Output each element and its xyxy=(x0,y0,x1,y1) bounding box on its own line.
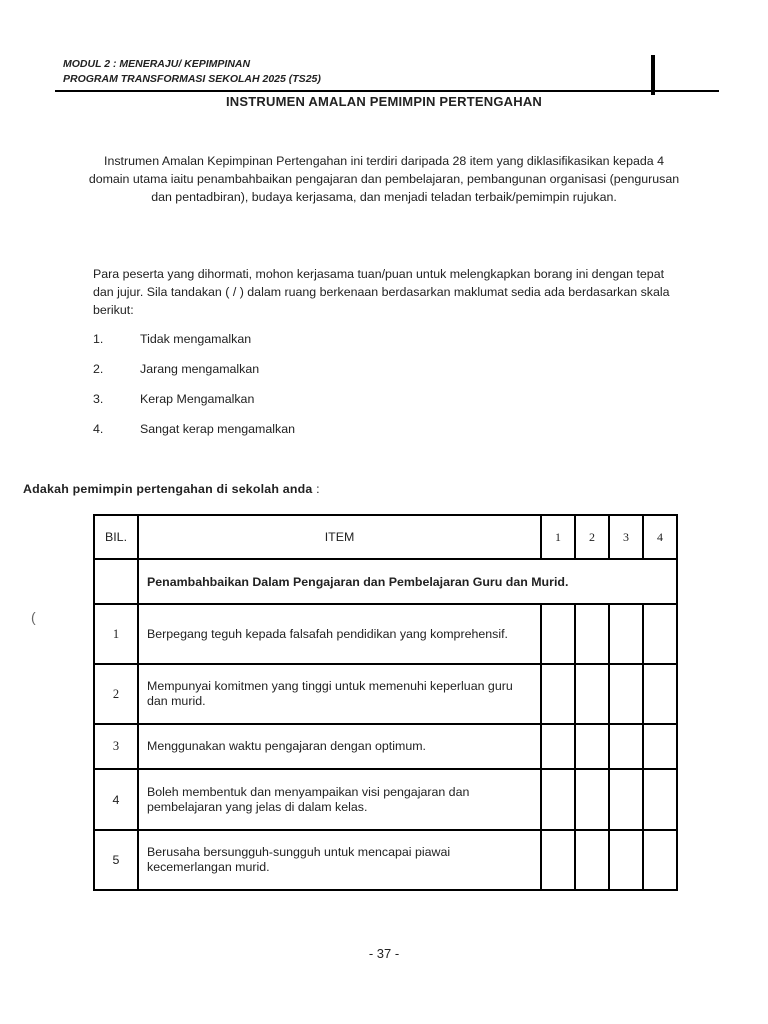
scale-item xyxy=(93,360,295,390)
score-cell-4[interactable] xyxy=(643,724,677,769)
header-item: ITEM xyxy=(138,515,541,559)
row-item xyxy=(138,604,541,664)
scale-label: Jarang mengamalkan xyxy=(140,362,260,376)
table-row xyxy=(94,769,677,830)
row-item xyxy=(138,664,541,724)
domain-row xyxy=(94,559,677,604)
score-cell-1[interactable] xyxy=(541,724,575,769)
document-header xyxy=(63,57,321,87)
scale-number: 2. xyxy=(93,362,104,376)
scale-item xyxy=(93,390,295,420)
score-cell-4[interactable] xyxy=(643,604,677,664)
score-cell-3[interactable] xyxy=(609,769,643,830)
instructions-paragraph: Para peserta yang dihormati, mohon kerjasama tuan/puan untuk melengkapkan borang ini dengan tepat dan jujur. Sila tandakan ( / ) dalam ruang berkenaan berdasarkan maklumat sedia ada berdasarkan skala berikut: xyxy=(93,267,670,317)
row-number: 4 xyxy=(94,769,138,830)
score-cell-1[interactable] xyxy=(541,830,575,890)
header-score-2: 2 xyxy=(575,515,609,559)
question-heading xyxy=(23,482,320,496)
row-number: 5 xyxy=(94,830,138,890)
scale-number: 3. xyxy=(93,392,104,406)
score-cell-3[interactable] xyxy=(609,604,643,664)
row-item-text: Boleh membentuk dan menyampaikan visi pengajaran dan pembelajaran yang jelas di dalam kelas. xyxy=(147,784,470,814)
score-cell-1[interactable] xyxy=(541,604,575,664)
score-cell-1[interactable] xyxy=(541,769,575,830)
score-cell-2[interactable] xyxy=(575,830,609,890)
row-item-text: Menggunakan waktu pengajaran dengan optimum. xyxy=(147,739,426,753)
rating-scale-list xyxy=(93,330,295,450)
row-item xyxy=(138,830,541,890)
row-item-text: Mempunyai komitmen yang tinggi untuk memenuhi keperluan guru dan murid. xyxy=(147,679,513,708)
header-module-line: MODUL 2 : MENERAJU/ KEPIMPINAN xyxy=(63,58,251,70)
scale-number: 4. xyxy=(93,422,104,436)
header-score-3: 3 xyxy=(609,515,643,559)
assessment-table xyxy=(93,514,678,891)
scale-number: 1. xyxy=(93,332,104,346)
table-row xyxy=(94,664,677,724)
header-bil: BIL. xyxy=(94,515,138,559)
score-cell-4[interactable] xyxy=(643,664,677,724)
header-vertical-bar xyxy=(651,55,655,95)
row-number: 2 xyxy=(94,664,138,724)
question-colon: : xyxy=(312,482,320,496)
row-item xyxy=(138,724,541,769)
score-cell-2[interactable] xyxy=(575,604,609,664)
score-cell-2[interactable] xyxy=(575,724,609,769)
scale-item xyxy=(93,420,295,450)
intro-paragraph: Instrumen Amalan Kepimpinan Pertengahan ini terdiri daripada 28 item yang diklasifikasikan kepada 4 domain utama iaitu penambahbaikan pengajaran dan pembelajaran, pembangunan organisasi (pengurusan dan pentadbiran), budaya kerjasama, dan menjadi teladan terbaik/pemimpin rujukan. xyxy=(88,154,680,204)
domain-bil-cell xyxy=(94,559,138,604)
score-cell-1[interactable] xyxy=(541,664,575,724)
score-cell-3[interactable] xyxy=(609,830,643,890)
score-cell-3[interactable] xyxy=(609,724,643,769)
header-rule xyxy=(55,90,719,92)
question-text: Adakah pemimpin pertengahan di sekolah anda xyxy=(23,482,313,496)
row-item-text: Berusaha bersungguh-sungguh untuk mencapai piawai kecemerlangan murid. xyxy=(147,845,451,874)
row-number: 3 xyxy=(94,724,138,769)
scale-label: Sangat kerap mengamalkan xyxy=(140,422,295,436)
score-cell-4[interactable] xyxy=(643,830,677,890)
row-number: 1 xyxy=(94,604,138,664)
table-header-row xyxy=(94,515,677,559)
domain-title: Penambahbaikan Dalam Pengajaran dan Pembelajaran Guru dan Murid. xyxy=(138,559,677,604)
row-item-text: Berpegang teguh kepada falsafah pendidikan yang komprehensif. xyxy=(147,626,508,641)
row-item xyxy=(138,769,541,830)
stray-mark: ( xyxy=(31,609,36,625)
header-score-1: 1 xyxy=(541,515,575,559)
score-cell-2[interactable] xyxy=(575,664,609,724)
page-title: INSTRUMEN AMALAN PEMIMPIN PERTENGAHAN xyxy=(225,94,543,109)
table-row xyxy=(94,830,677,890)
header-score-4: 4 xyxy=(643,515,677,559)
score-cell-2[interactable] xyxy=(575,769,609,830)
scale-label: Tidak mengamalkan xyxy=(140,332,252,346)
header-program-line: PROGRAM TRANSFORMASI SEKOLAH 2025 (TS25) xyxy=(63,73,321,85)
table-row xyxy=(94,724,677,769)
table-row xyxy=(94,604,677,664)
score-cell-4[interactable] xyxy=(643,769,677,830)
scale-item xyxy=(93,330,295,360)
score-cell-3[interactable] xyxy=(609,664,643,724)
page-number: - 37 - xyxy=(368,946,400,961)
scale-label: Kerap Mengamalkan xyxy=(140,392,255,406)
